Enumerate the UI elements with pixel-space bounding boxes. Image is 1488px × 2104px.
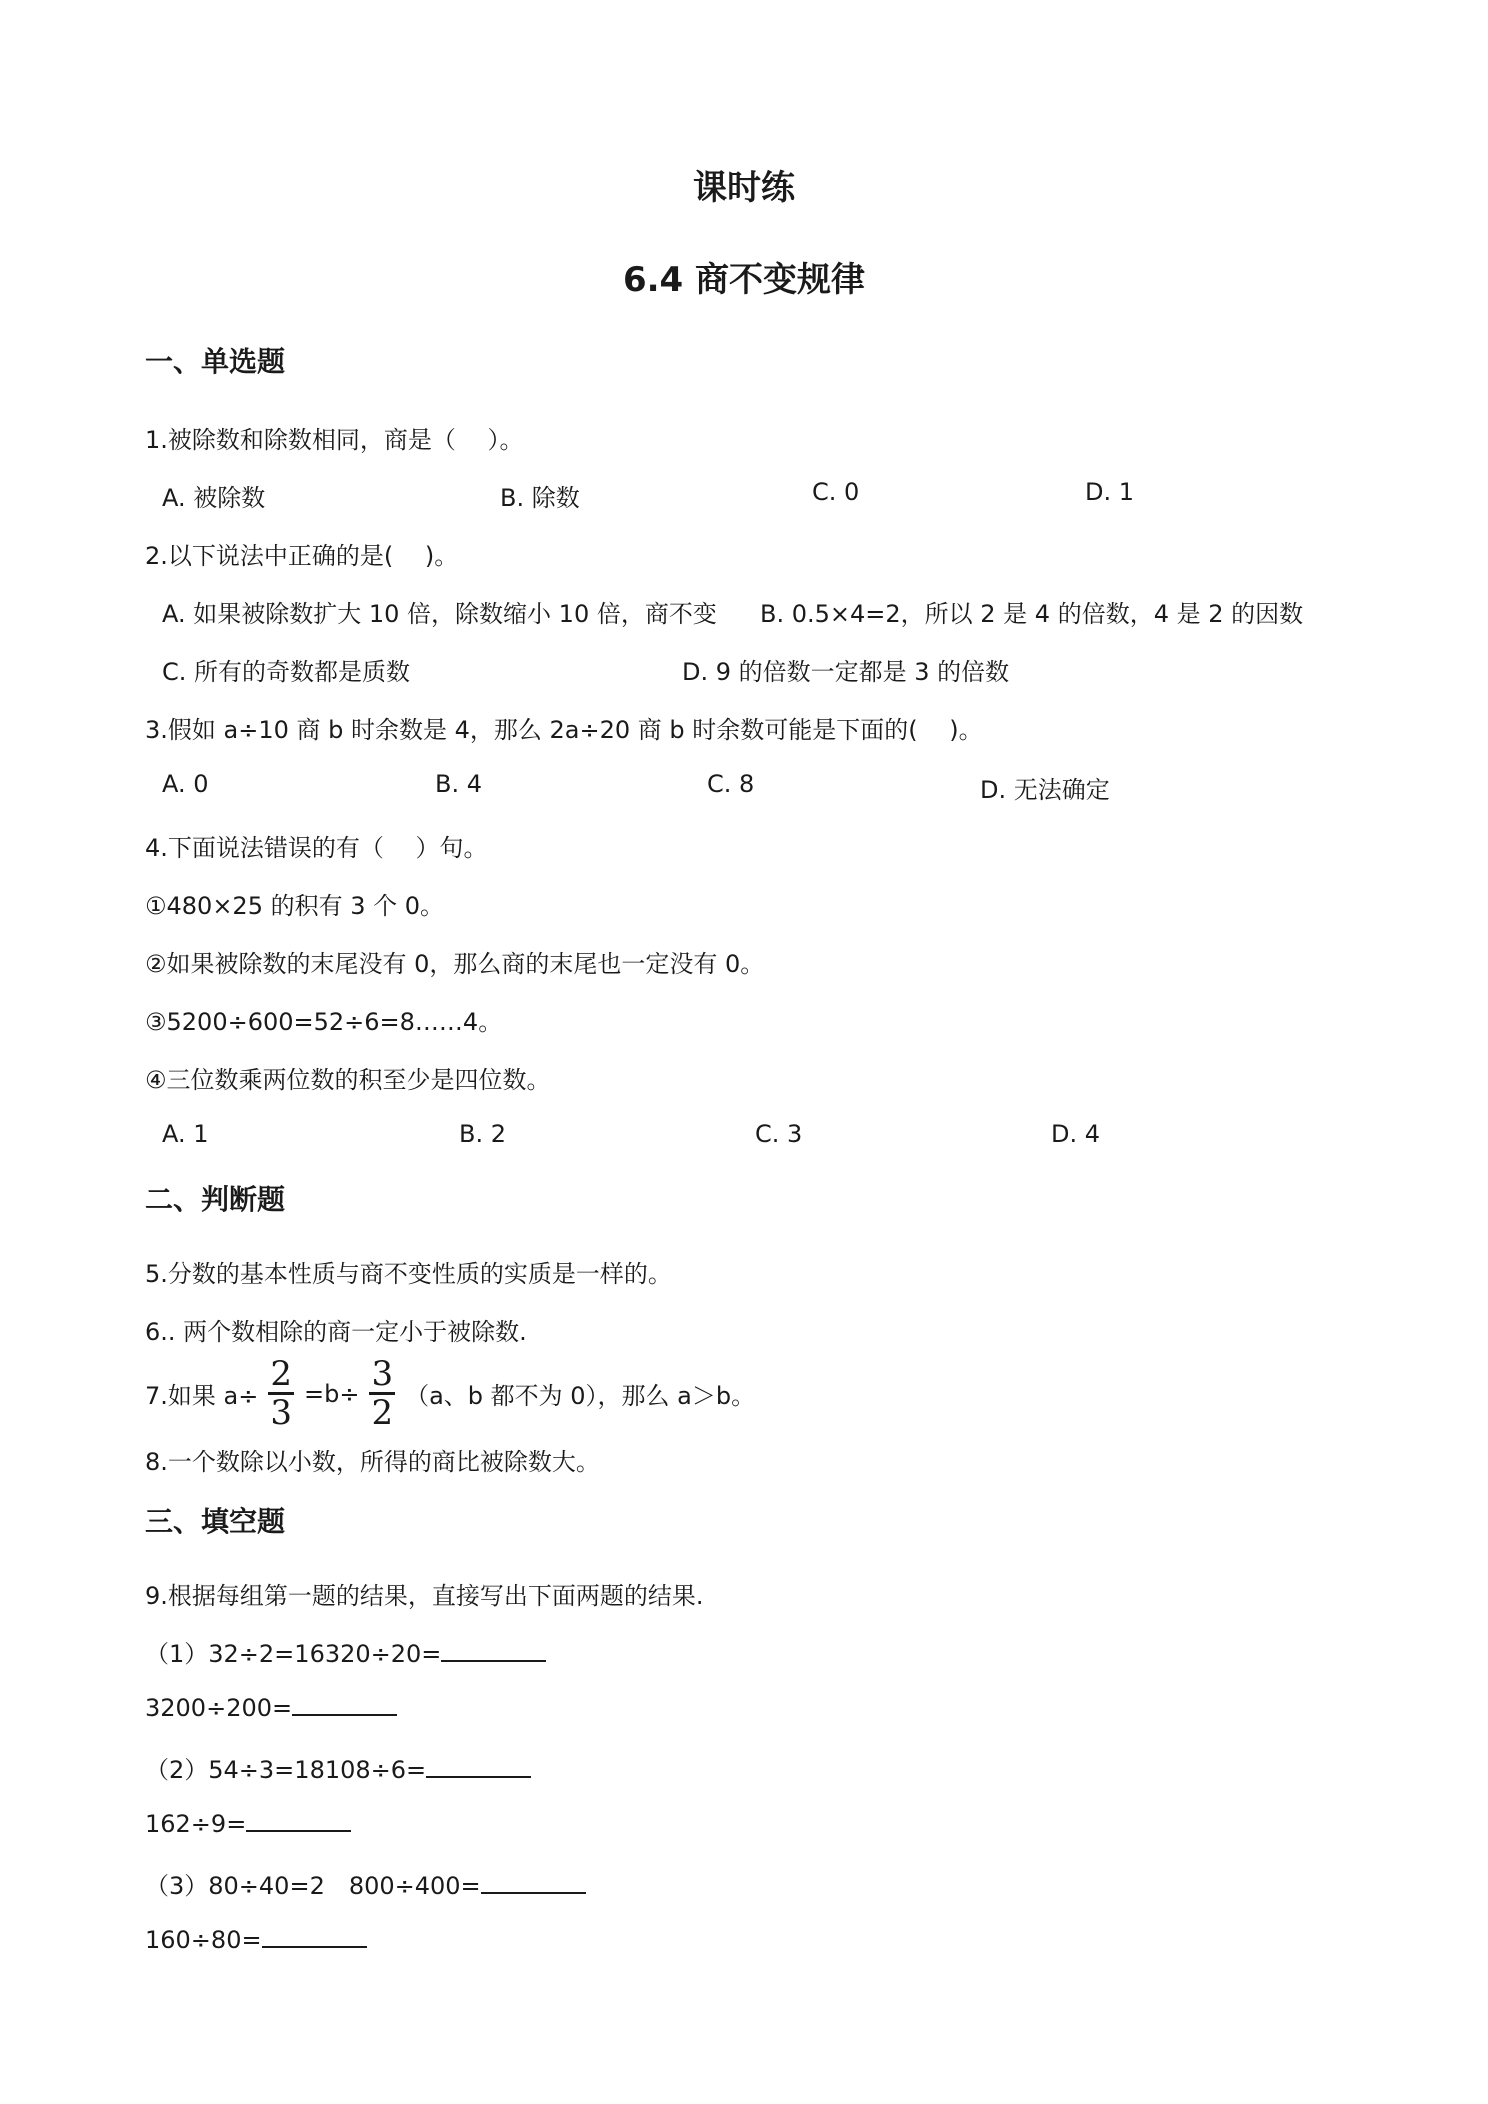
question-2-option-d[interactable]: D. 9 的倍数一定都是 3 的倍数 [682, 658, 1010, 686]
question-2-option-c[interactable]: C. 所有的奇数都是质数 [162, 658, 411, 686]
question-4-option-b[interactable]: B. 2 [459, 1120, 506, 1148]
question-7-suffix: （a、b 都不为 0），那么 a＞b。 [405, 1382, 756, 1410]
question-3-option-a[interactable]: A. 0 [162, 770, 209, 798]
question-9-line-1 [145, 1634, 546, 1669]
question-4-statement-1: ①480×25 的积有 3 个 0。 [145, 892, 445, 920]
question-9-line-5-text: （3）80÷40=2 800÷400= [145, 1872, 481, 1900]
answer-blank[interactable] [262, 1924, 367, 1948]
question-1-option-c[interactable]: C. 0 [812, 478, 860, 506]
question-1-option-a[interactable]: A. 被除数 [162, 484, 266, 512]
section-heading-fill-in: 三、填空题 [145, 1505, 286, 1538]
question-9-line-4-text: 162÷9= [145, 1810, 247, 1838]
question-1-option-d[interactable]: D. 1 [1085, 478, 1135, 506]
section-heading-true-false: 二、判断题 [145, 1183, 286, 1216]
question-9-line-5 [145, 1866, 586, 1901]
question-9-line-3 [145, 1750, 531, 1785]
question-2-option-b[interactable]: B. 0.5×4=2，所以 2 是 4 的倍数，4 是 2 的因数 [760, 600, 1304, 628]
question-3-option-c[interactable]: C. 8 [707, 770, 755, 798]
question-4-statement-3: ③5200÷600=52÷6=8……4。 [145, 1008, 503, 1036]
question-5-stem: 5.分数的基本性质与商不变性质的实质是一样的。 [145, 1260, 672, 1288]
question-2-option-a[interactable]: A. 如果被除数扩大 10 倍，除数缩小 10 倍，商不变 [162, 600, 717, 628]
fraction-three-halves [369, 1354, 395, 1433]
question-4-option-a[interactable]: A. 1 [162, 1120, 209, 1148]
question-9-line-2-text: 3200÷200= [145, 1694, 293, 1722]
question-9-line-4 [145, 1808, 351, 1838]
question-9-line-6 [145, 1924, 367, 1954]
question-6-stem: 6.. 两个数相除的商一定小于被除数. [145, 1318, 527, 1346]
answer-blank[interactable] [292, 1692, 397, 1716]
question-4-option-d[interactable]: D. 4 [1051, 1120, 1101, 1148]
question-9-line-6-text: 160÷80= [145, 1926, 262, 1954]
question-9-line-3-text: （2）54÷3=18108÷6= [145, 1756, 427, 1784]
question-9-line-1-text: （1）32÷2=16320÷20= [145, 1640, 442, 1668]
fraction-denominator: 2 [371, 1393, 394, 1433]
fraction-numerator: 3 [371, 1354, 394, 1394]
worksheet-title: 课时练 [693, 168, 795, 208]
question-1-stem: 1.被除数和除数相同，商是（ ）。 [145, 426, 524, 454]
answer-blank[interactable] [246, 1808, 351, 1832]
question-7-stem [145, 1354, 756, 1433]
section-heading-single-choice: 一、单选题 [145, 345, 286, 378]
question-3-option-d[interactable]: D. 无法确定 [980, 776, 1110, 804]
question-8-stem: 8.一个数除以小数，所得的商比被除数大。 [145, 1448, 600, 1476]
question-4-statement-2: ②如果被除数的末尾没有 0，那么商的末尾也一定没有 0。 [145, 950, 765, 978]
question-4-option-c[interactable]: C. 3 [755, 1120, 803, 1148]
fraction-denominator: 3 [270, 1393, 292, 1433]
question-3-stem: 3.假如 a÷10 商 b 时余数是 4，那么 2a÷20 商 b 时余数可能是下面的( )。 [145, 716, 983, 744]
question-7-middle: =b÷ [303, 1379, 360, 1408]
fraction-numerator: 2 [270, 1354, 292, 1394]
answer-blank[interactable] [441, 1638, 546, 1662]
question-9-stem: 9.根据每组第一题的结果，直接写出下面两题的结果. [145, 1582, 704, 1610]
answer-blank[interactable] [481, 1870, 586, 1894]
question-3-option-b[interactable]: B. 4 [435, 770, 482, 798]
question-2-stem: 2.以下说法中正确的是( )。 [145, 542, 459, 570]
question-1-option-b[interactable]: B. 除数 [500, 484, 580, 512]
question-4-statement-4: ④三位数乘两位数的积至少是四位数。 [145, 1066, 551, 1094]
question-7-prefix: 7.如果 a÷ [145, 1382, 259, 1410]
lesson-title: 6.4 商不变规律 [622, 260, 866, 300]
question-9-line-2 [145, 1692, 397, 1722]
fraction-two-thirds [268, 1354, 294, 1433]
answer-blank[interactable] [426, 1754, 531, 1778]
question-4-stem: 4.下面说法错误的有（ ）句。 [145, 834, 488, 862]
